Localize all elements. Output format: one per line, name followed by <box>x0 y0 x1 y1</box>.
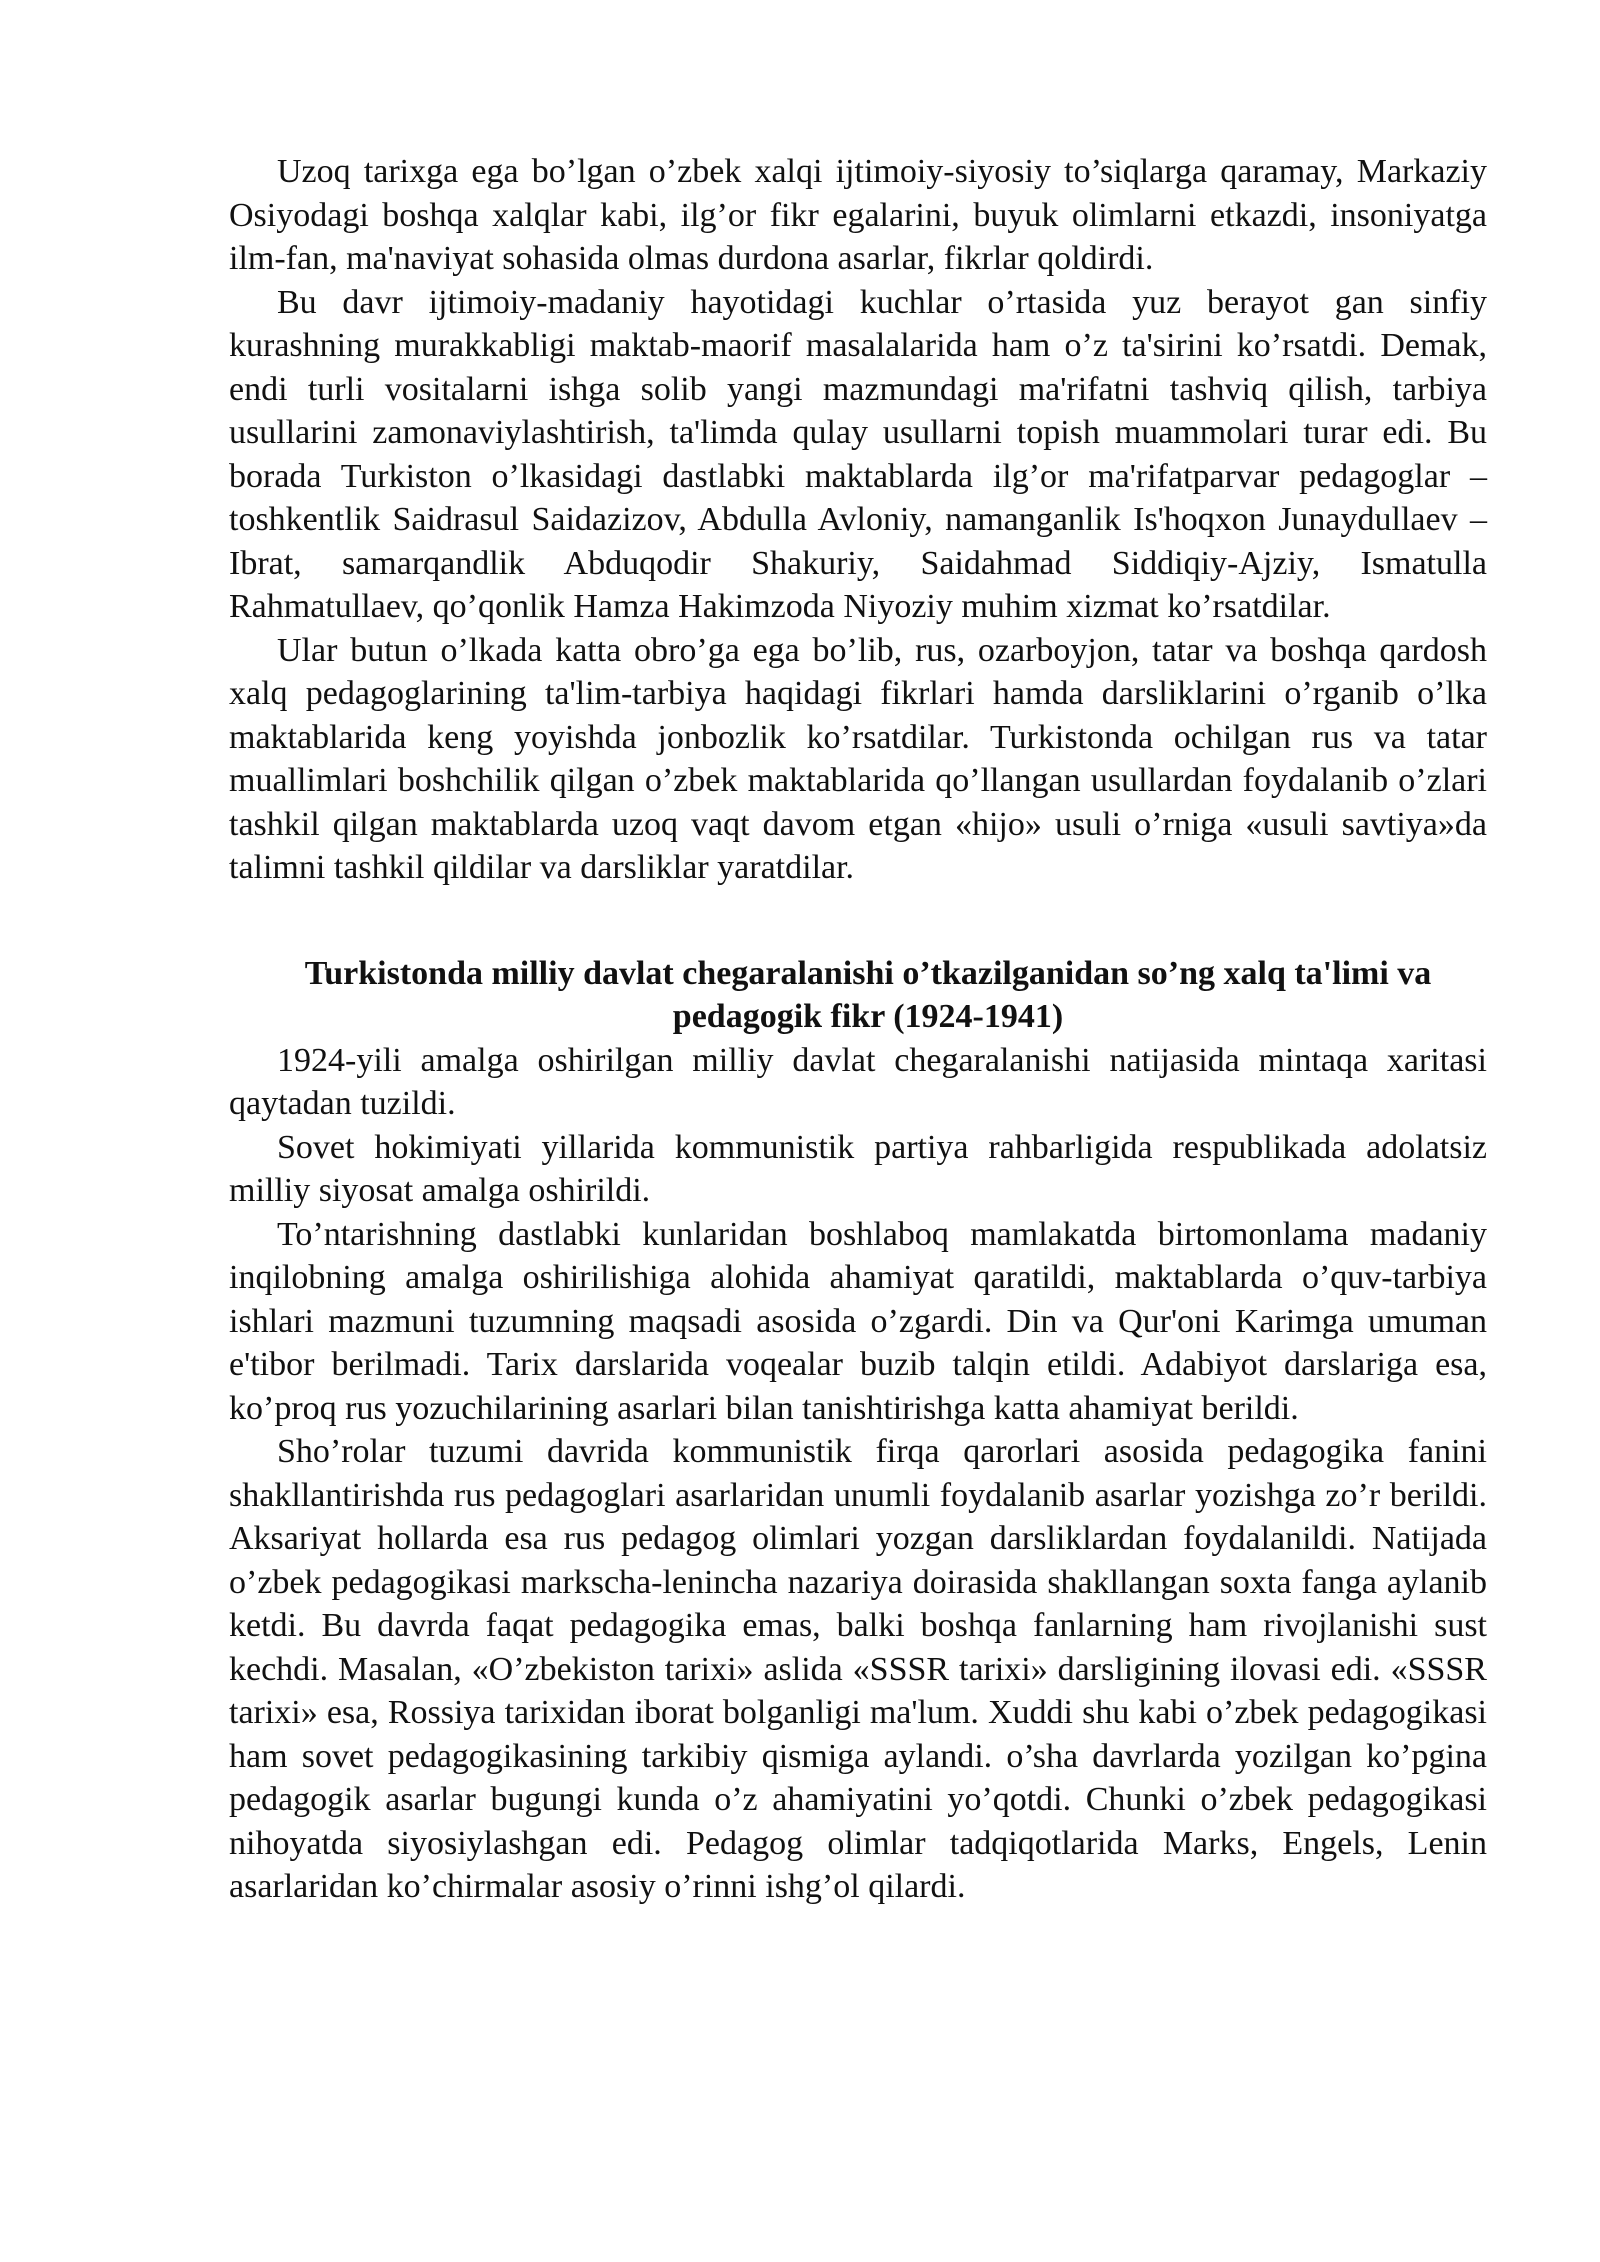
paragraph: Sho’rolar tuzumi davrida kommunistik firqa qarorlari asosida pedagogika fanini shakllantirishda rus pedagoglari asarlaridan unumli foydalanib asarlar yozishga zo’r berildi. Aksariyat hollarda esa rus pedagog olimlari yozgan darsliklardan foydalanildi. Natijada o’zbek pedagogikasi markscha-lenincha nazariya doirasida shakllangan soxta fanga aylanib ketdi. Bu davrda faqat pedagogika emas, balki boshqa fanlarning ham rivojlanishi sust kechdi. Masalan, «O’zbekiston tarixi» aslida «SSSR tarixi» darsligining ilovasi edi. «SSSR tarixi» esa, Rossiya tarixidan iborat bolganligi ma'lum. Xuddi shu kabi o’zbek pedagogikasi ham sovet pedagogikasining tarkibiy qismiga aylandi. o’sha davrlarda yozilgan ko’pgina pedagogik asarlar bugungi kunda o’z ahamiyatini yo’qotdi. Chunki o’zbek pedagogikasi nihoyatda siyosiylashgan edi. Pedagog olimlar tadqiqotlarida Marks, Engels, Lenin asarlaridan ko’chirmalar asosiy o’rinni ishg’ol qilardi. <box>229 1433 1487 1905</box>
paragraph: Ular butun o’lkada katta obro’ga ega bo’lib, rus, ozarboyjon, tatar va boshqa qardosh xalq pedagoglarining ta'lim-tarbiya haqidagi fikrlari hamda darsliklarini o’rganib o’lka maktablarida keng yoyishda jonbozlik ko’rsatdilar. Turkistonda ochilgan rus va tatar muallimlari boshchilik qilgan o’zbek maktablarida qo’llangan usullardan foydalanib o’zlari tashkil qilgan maktablarda uzoq vaqt davom etgan «hijo» usuli o’rniga «usuli savtiya»da talimni tashkil qildilar va darsliklar yaratdilar. <box>229 631 1487 886</box>
paragraph: 1924-yili amalga oshirilgan milliy davlat chegaralanishi natijasida mintaqa xaritasi qaytadan tuzildi. <box>229 1041 1487 1122</box>
paragraph: Sovet hokimiyati yillarida kommunistik partiya rahbarligida respublikada adolatsiz milliy siyosat amalga oshirildi. <box>229 1128 1487 1209</box>
paragraph: Uzoq tarixga ega bo’lgan o’zbek xalqi ijtimoiy-siyosiy to’siqlarga qaramay, Markaziy Osiyodagi boshqa xalqlar kabi, ilg’or fikr egalarini, buyuk olimlarni etkazdi, insoniyatga ilm-fan, ma'naviyat sohasida olmas durdona asarlar, fikrlar qoldirdi. <box>229 153 1487 277</box>
paragraph: To’ntarishning dastlabki kunlaridan boshlaboq mamlakatda birtomonlama madaniy inqilobning amalga oshirilishiga alohida ahamiyat qaratildi, maktablarda o’quv-tarbiya ishlari mazmuni tuzumning maqsadi asosida o’zgardi. Din va Qur'oni Karimga umuman e'tibor berilmadi. Tarix darslarida voqealar buzib talqin etildi. Adabiyot darslariga esa, ko’proq rus yozuchilarining asarlari bilan tanishtirishga katta ahamiyat berildi. <box>229 1215 1487 1427</box>
document-page <box>229 150 1487 1909</box>
section-heading: Turkistonda milliy davlat chegaralanishi o’tkazilganidan so’ng xalq ta'limi va pedagogik fikr (1924-1941) <box>304 954 1432 1035</box>
paragraph: Bu davr ijtimoiy-madaniy hayotidagi kuchlar o’rtasida yuz berayot gan sinfiy kurashning murakkabligi maktab-maorif masalalarida ham o’z ta'sirini ko’rsatdi. Demak, endi turli vositalarni ishga solib yangi mazmundagi ma'rifatni tashviq qilish, tarbiya usullarini zamonaviylashtirish, ta'limda qulay usullarni topish muammolari turar edi. Bu borada Turkiston o’lkasidagi dastlabki maktablarda ilg’or ma'rifatparvar pedagoglar – toshkentlik Saidrasul Saidazizov, Abdulla Avloniy, namanganlik Is'hoqxon Junaydullaev – Ibrat, samarqandlik Abduqodir Shakuriy, Saidahmad Siddiqiy-Ajziy, Ismatulla Rahmatullaev, qo’qonlik Hamza Hakimzoda Niyoziy muhim xizmat ko’rsatdilar. <box>229 283 1487 625</box>
